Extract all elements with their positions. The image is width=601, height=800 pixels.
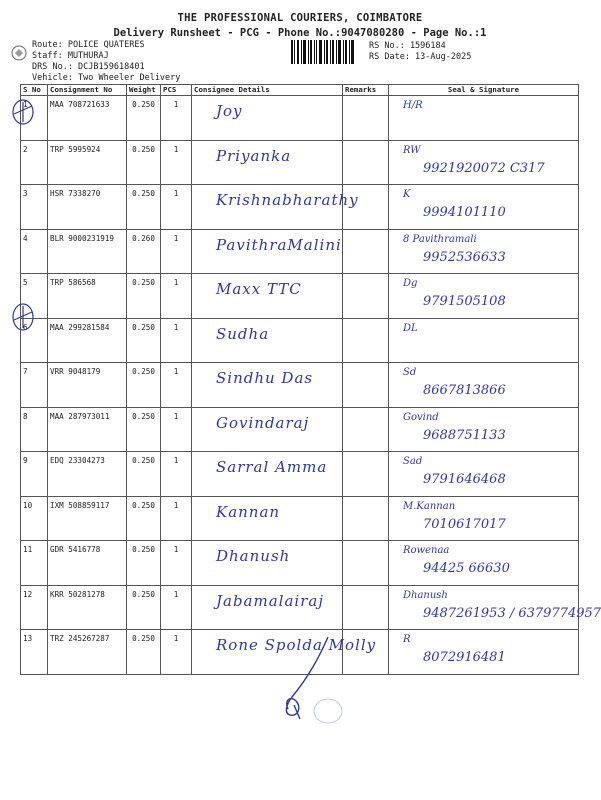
signature-cell — [389, 407, 579, 452]
consignee-cell — [192, 363, 343, 408]
signature-phone: 9994101110 — [423, 205, 506, 220]
remarks-cell — [343, 452, 389, 497]
consignment-cell: KRR 50281278 — [48, 585, 127, 630]
remarks-cell — [343, 229, 389, 274]
remarks-cell — [343, 585, 389, 630]
consignee-name: Kannan — [216, 502, 281, 521]
consignee-name: Sindhu Das — [216, 369, 314, 387]
remarks-cell — [343, 96, 389, 141]
signature-cell — [389, 541, 579, 586]
runsheet-title: Delivery Runsheet - PCG - Phone No.:9047080280 - Page No.:1 — [113, 27, 487, 39]
consignment-cell: HSR 7338270 — [48, 185, 127, 230]
signature-phone: 9487261953 / 6379774957 — [423, 605, 601, 621]
weight-cell: 0.250 — [127, 407, 161, 452]
signature-name: R — [403, 634, 411, 645]
signature-cell — [389, 274, 579, 319]
signature-phone: 9921920072 C317 — [423, 160, 545, 176]
consignee-name: Maxx TTC — [216, 280, 302, 298]
signature-cell — [389, 185, 579, 230]
consignee-name: Jabamalairaj — [216, 591, 324, 610]
signature-cell — [389, 630, 579, 675]
consignee-cell — [192, 407, 343, 452]
staff-label: Staff: MUTHURAJ — [32, 51, 109, 61]
signature-name: 8 Pavithramali — [403, 233, 477, 245]
consignee-cell — [192, 96, 343, 141]
signature-cell — [389, 452, 579, 497]
table-header-row — [21, 85, 579, 96]
sno-cell: 11 — [21, 541, 48, 586]
consignment-cell: GDR 5416778 — [48, 541, 127, 586]
sno-cell: 8 — [21, 407, 48, 452]
col-signature: Seal & Signature — [389, 85, 579, 96]
signature-name: Govind — [403, 411, 439, 423]
remarks-cell — [343, 274, 389, 319]
weight-cell: 0.250 — [127, 274, 161, 319]
rs-number: RS No.: 1596184 — [369, 41, 446, 51]
signature-cell — [389, 363, 579, 408]
signature-name: RW — [403, 144, 421, 156]
table-row — [21, 585, 579, 630]
table-row — [21, 140, 579, 185]
weight-cell: 0.250 — [127, 363, 161, 408]
pcs-cell: 1 — [161, 496, 192, 541]
sno-cell: 9 — [21, 452, 48, 497]
signature-phone: 9791505108 — [423, 294, 506, 309]
consignment-cell: IXM 508859117 — [48, 496, 127, 541]
vehicle-label: Vehicle: Two Wheeler Delivery — [32, 73, 181, 83]
company-name: THE PROFESSIONAL COURIERS, COIMBATORE — [177, 12, 423, 24]
consignee-name: Joy — [216, 102, 243, 120]
sno-cell: 4 — [21, 229, 48, 274]
remarks-cell — [343, 407, 389, 452]
signature-name: Dhanush — [403, 589, 448, 601]
consignment-cell: VRR 9048179 — [48, 363, 127, 408]
consignee-cell — [192, 185, 359, 230]
sno-cell: 13 — [21, 630, 48, 675]
weight-cell: 0.250 — [127, 541, 161, 586]
table-row — [21, 274, 579, 319]
signature-phone: 9791646468 — [423, 472, 506, 487]
rs-date: RS Date: 13-Aug-2025 — [369, 52, 472, 62]
consignment-cell: MAA 299281584 — [48, 318, 127, 363]
consignee-name: Govindaraj — [216, 413, 310, 432]
signature-cell — [389, 140, 579, 185]
consignee-cell — [192, 585, 343, 630]
drs-number: DRS No.: DCJB159618401 — [32, 62, 145, 72]
pcs-cell: 1 — [161, 630, 192, 675]
pcs-cell: 1 — [161, 452, 192, 497]
consignment-cell: BLR 9000231919 — [48, 229, 127, 274]
sno-cell: 1 — [21, 96, 48, 141]
pcs-cell: 1 — [161, 96, 192, 141]
table-row — [21, 96, 579, 141]
barcode-icon — [291, 40, 355, 64]
signature-phone: 94425 66630 — [423, 561, 510, 576]
weight-cell: 0.250 — [127, 585, 161, 630]
weight-cell: 0.250 — [127, 452, 161, 497]
sno-cell: 12 — [21, 585, 48, 630]
sno-cell: 2 — [21, 140, 48, 185]
signature-name: DL — [403, 322, 418, 334]
consignee-name: Priyanka — [216, 146, 292, 165]
signature-name: Dg — [403, 278, 418, 289]
consignee-cell — [192, 229, 343, 274]
table-row — [21, 229, 579, 274]
weight-cell: 0.250 — [127, 318, 161, 363]
consignee-cell — [192, 318, 343, 363]
consignee-cell — [192, 452, 343, 497]
table-row — [21, 185, 579, 230]
route-label: Route: POLICE QUATERES — [32, 40, 145, 50]
consignment-cell: MAA 287973011 — [48, 407, 127, 452]
checkmark-icon — [10, 96, 36, 126]
signature-name: M.Kannan — [403, 500, 456, 512]
consignee-name: Krishnabharathy — [216, 191, 359, 209]
signature-cell — [389, 496, 579, 541]
sno-cell: 5 — [21, 274, 48, 319]
courier-logo-icon — [10, 44, 28, 62]
pcs-cell: 1 — [161, 541, 192, 586]
table-row — [21, 452, 579, 497]
consignment-cell: MAA 708721633 — [48, 96, 127, 141]
signature-name: Sd — [403, 367, 417, 378]
signature-cell — [389, 229, 579, 274]
sno-cell: 3 — [21, 185, 48, 230]
remarks-cell — [343, 140, 389, 185]
consignee-cell — [192, 541, 343, 586]
consignment-cell: TRP 5995924 — [48, 140, 127, 185]
col-consignment: Consignment No — [48, 85, 127, 96]
table-row — [21, 496, 579, 541]
consignment-cell: TRZ 245267287 — [48, 630, 127, 675]
consignee-cell — [192, 274, 343, 319]
signature-name: H/R — [403, 100, 423, 111]
signature-cell — [389, 96, 579, 141]
consignment-cell: EDQ 23304273 — [48, 452, 127, 497]
consignee-name: PavithraMalini — [216, 235, 342, 254]
remarks-cell — [343, 363, 389, 408]
col-remarks: Remarks — [343, 85, 389, 96]
signature-name: K — [403, 189, 411, 200]
pcs-cell: 1 — [161, 274, 192, 319]
pcs-cell: 1 — [161, 185, 192, 230]
weight-cell: 0.250 — [127, 630, 161, 675]
consignment-cell: TRP 586568 — [48, 274, 127, 319]
remarks-cell — [343, 541, 389, 586]
table-row — [21, 541, 579, 586]
pcs-cell: 1 — [161, 407, 192, 452]
signature-phone: 8072916481 — [423, 650, 506, 665]
pcs-cell: 1 — [161, 318, 192, 363]
weight-cell: 0.250 — [127, 96, 161, 141]
signature-cell — [389, 585, 601, 630]
consignee-cell — [192, 140, 343, 185]
remarks-cell — [343, 496, 389, 541]
table-row — [21, 407, 579, 452]
pcs-cell: 1 — [161, 229, 192, 274]
signature-phone: 7010617017 — [423, 516, 506, 532]
sno-cell: 7 — [21, 363, 48, 408]
pcs-cell: 1 — [161, 363, 192, 408]
consignee-name: Sudha — [216, 324, 270, 343]
signature-phone: 8667813866 — [423, 383, 506, 398]
pcs-cell: 1 — [161, 140, 192, 185]
consignee-name: Sarral Amma — [216, 458, 328, 476]
runsheet-table — [20, 84, 601, 675]
signature-phone: 9688751133 — [423, 427, 506, 443]
pcs-cell: 1 — [161, 585, 192, 630]
sno-cell: 10 — [21, 496, 48, 541]
signature-phone: 9952536633 — [423, 249, 506, 265]
signature-name: Rowenaa — [403, 545, 450, 556]
sno-cell: 6 — [21, 318, 48, 363]
signature-scribble-icon — [280, 635, 350, 735]
col-pcs: PCS — [161, 85, 192, 96]
consignee-name: Rone Spolda Molly — [216, 636, 377, 654]
consignee-cell — [192, 496, 343, 541]
table-row — [21, 318, 579, 363]
weight-cell: 0.260 — [127, 229, 161, 274]
consignee-name: Dhanush — [216, 547, 291, 565]
table-row — [21, 363, 579, 408]
col-consignee: Consignee Details — [192, 85, 343, 96]
checkmark-icon — [10, 300, 36, 332]
col-sno: S No — [21, 85, 48, 96]
weight-cell: 0.250 — [127, 185, 161, 230]
remarks-cell — [343, 318, 389, 363]
weight-cell: 0.250 — [127, 140, 161, 185]
signature-name: Sad — [403, 456, 423, 467]
signature-cell — [389, 318, 579, 363]
weight-cell: 0.250 — [127, 496, 161, 541]
col-weight: Weight — [127, 85, 161, 96]
